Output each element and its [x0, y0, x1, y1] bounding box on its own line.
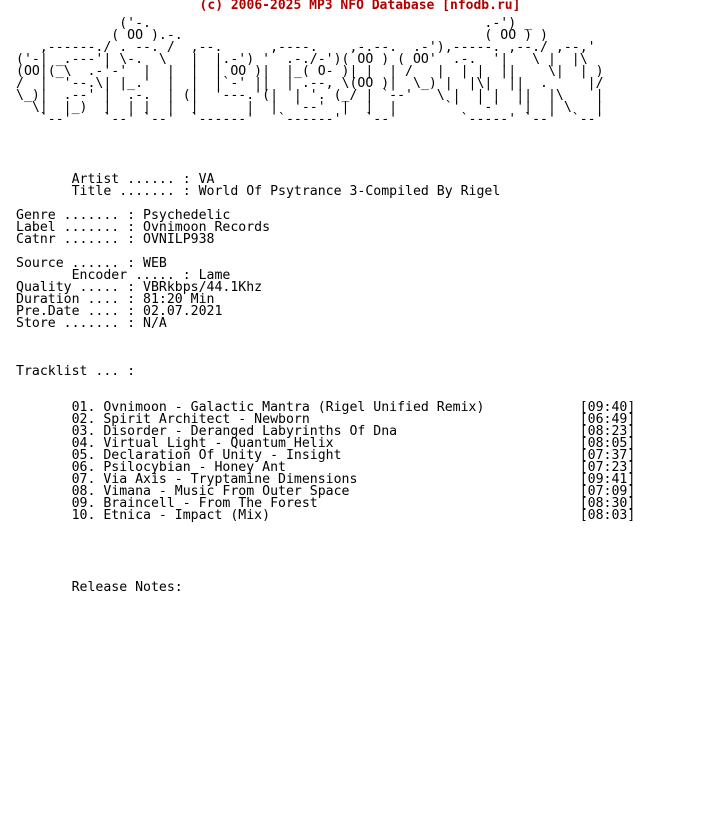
nfo-text-block — [16, 18, 635, 594]
nfo-line: Genre ....... : Psychedelic — [16, 208, 231, 223]
nfo-line: Catnr ....... : OVNILP938 — [16, 232, 215, 247]
nfo-line: 04. Virtual Light - Quantum Helix [08:05] — [16, 436, 636, 451]
nfo-line — [16, 558, 635, 570]
nfo-line — [16, 330, 635, 342]
nfo-line: Label ....... : Ovnimoon Records — [16, 220, 271, 235]
nfo-line — [16, 138, 635, 150]
nfo-line: Source ...... : WEB — [16, 256, 167, 271]
nfo-line: 03. Disorder - Deranged Labyrinths Of Dna [08:23] — [16, 424, 636, 439]
nfo-line: 07. Via Axis - Tryptamine Dimensions [09:41] — [16, 472, 636, 487]
nfo-line: 10. Etnica - Impact (Mix) [08:03] — [16, 508, 636, 523]
nfo-line: ('-| _.---'| \-. \ | |.-') ' .-./-')( OO ) ( OO' .-. '| \ | |\ — [16, 52, 588, 67]
nfo-line: \_)| .--' | .-. | (| '---.'(| | '. (_/ | `--' \ | | | || |\ | — [16, 88, 604, 103]
nfo-line: Title ....... : World Of Psytrance 3-Compiled By Rigel — [16, 184, 501, 199]
nfo-line: 01. Ovnimoon - Galactic Mantra (Rigel Unified Remix) [09:40] — [16, 400, 636, 415]
nfo-line — [16, 378, 635, 390]
nfo-line: \| |_) | | | | | | | '--' | | | `' '-' '| | \ | — [16, 100, 604, 115]
nfo-line — [16, 546, 635, 558]
nfo-line: `--' `--' `--' `------' `------' `--' `-----' `--' `--' — [16, 112, 604, 127]
nfo-line: Tracklist ... : — [16, 364, 136, 379]
nfo-line: (OO|(_\ .-'-' | | | | OO )| |_( O- )| | | / | | | || \| | ) — [16, 64, 604, 79]
nfo-line — [16, 126, 635, 138]
nfo-line: 09. Braincell - From The Forest [08:30] — [16, 496, 636, 511]
copyright-header: (c) 2006-2025 MP3 NFO Database [nfodb.ru] — [199, 0, 521, 13]
nfo-line: Quality ..... : VBRkbps/44.1Khz — [16, 280, 263, 295]
nfo-line: ( OO ).-. ( OO ) ) — [16, 28, 548, 43]
nfo-line — [16, 150, 635, 162]
nfo-line: 06. Psilocybian - Honey Ant [07:23] — [16, 460, 636, 475]
nfo-line: Duration .... : 81:20 Min — [16, 292, 215, 307]
nfo-line: 05. Declaration Of Unity - Insight [07:37] — [16, 448, 636, 463]
nfo-line: Store ....... : N/A — [16, 316, 167, 331]
nfo-line: Artist ...... : VA — [16, 172, 215, 187]
nfo-line — [16, 534, 635, 546]
nfo-line — [16, 342, 635, 354]
nfo-line: Pre.Date .... : 02.07.2021 — [16, 304, 223, 319]
nfo-line: Release Notes: — [16, 580, 183, 595]
nfo-line: ('-. .-') _ — [16, 16, 533, 31]
nfo-line: Encoder ..... : Lame — [16, 268, 231, 283]
nfo-line: 08. Vimana - Music From Outer Space [07:09] — [16, 484, 636, 499]
nfo-line — [16, 522, 635, 534]
nfo-line: 02. Spirit Architect - Newborn [06:49] — [16, 412, 636, 427]
nfo-line: / | '--.\| |_.' | | |`-' || | .--, \(OO )| \_) | |\| || . |/ — [16, 76, 604, 91]
nfo-line: ,------./ . --. / ,--. ,----. ,-.--. .-'),-----. ,--./ ,--,' — [16, 40, 596, 55]
